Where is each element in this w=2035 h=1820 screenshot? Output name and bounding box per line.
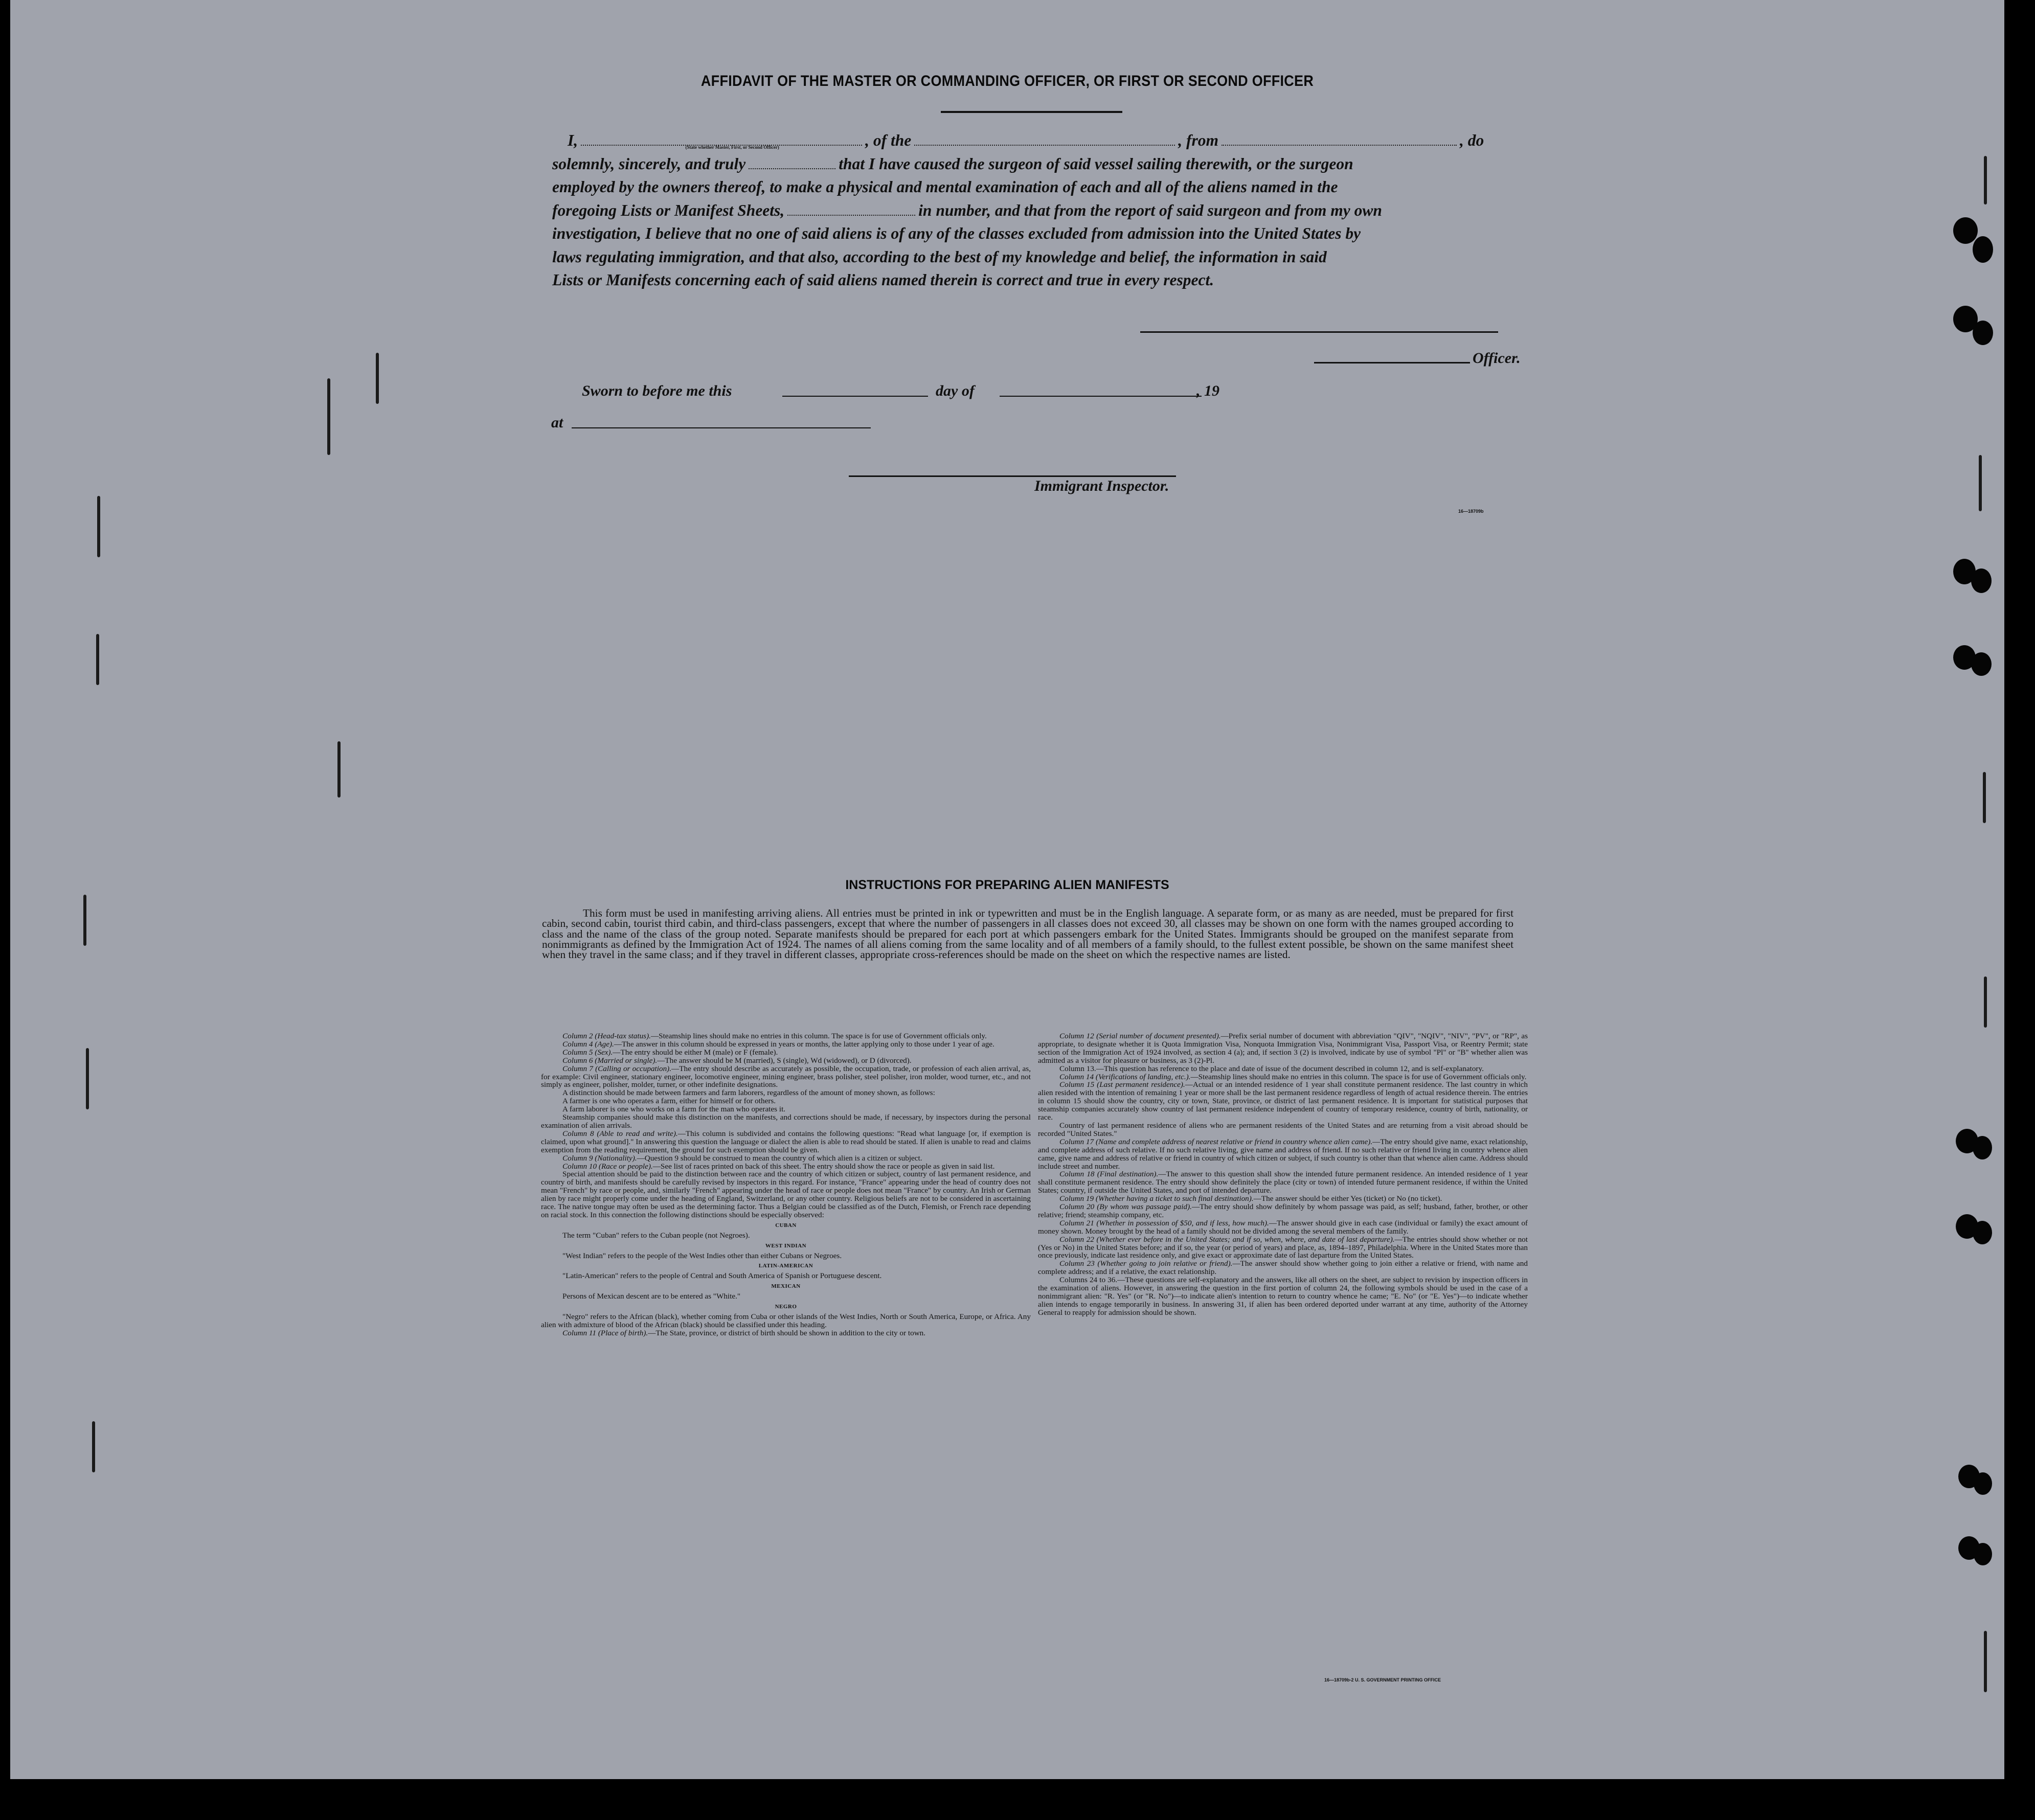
stitch-mark [1984, 1631, 1987, 1692]
punch-hole [1971, 652, 1992, 676]
officer-title-line[interactable] [1314, 362, 1470, 363]
column-23-note: Column 23 (Whether going to join relative or friend).—The answer should show whether going to join either a relative or friend, with name and complete address; and if a relative, the exact relationship. [1038, 1259, 1528, 1277]
affidavit-line-6: laws regulating immigration, and that also, according to the best of my knowledge and belief, the information in said [552, 247, 1327, 266]
vessel-name-blank[interactable] [914, 144, 1175, 146]
columns-24-36-note: Columns 24 to 36.—These questions are self-explanatory and the answers, like all others on the sheet, are subject to revision by inspection officers in the examination of aliens. However, in answering the question in the first portion of column 24, the following symbols should be used in the case of a nonimmigrant alien: "R. Yes" (or "R. No")—to indicate alien's intention to return to country whence he came; "E. No" (or "E. Yes")—to indicate whether alien intends to engage temporarily in business. In answering 31, if alien has been ordered deported under warrant at any time, authority of the Attorney General to reapply for admission should be shown. [1038, 1276, 1528, 1317]
column-9-note: Column 9 (Nationality).—Question 9 should be construed to mean the country of which alien is a citizen or subject. [562, 1153, 922, 1163]
stitch-mark [337, 741, 341, 798]
oath-blank[interactable] [749, 168, 835, 169]
sworn-text-a: Sworn to before me this [582, 382, 732, 399]
cuban-definition: The term "Cuban" refers to the Cuban people (not Negroes). [562, 1231, 750, 1240]
heading-negro: NEGRO [775, 1304, 797, 1310]
instructions-intro: This form must be used in manifesting arriving aliens. All entries must be printed in ink or typewritten and must be in the English language. A separate form, or as many as are needed, must be prepared for first cabin, second cabin, tourist third cabin, and third-class passengers, except that where the number of passengers in all classes does not exceed 30, all classes may be shown on one form with the names grouped according to class and the name of the class of the group noted. Separate manifests should be prepared for each port at which passengers embark for the United States. Immigrants should be grouped on the manifest separate from nonimmigrants as defined by the Immigration Act of 1924. The names of all aliens coming from the same locality and of all members of a family should, to the fullest extent possible, be shown on the same manifest sheet when they travel in the same class; and if they travel in different classes, appropriate cross-references should be made on the sheet on which the respective names are listed. [542, 907, 1513, 961]
latin-american-definition: "Latin-American" refers to the people of Central and South America of Spanish or Portuguese descent. [562, 1271, 882, 1281]
sheet-count-blank[interactable] [787, 214, 915, 216]
punch-hole [1973, 1136, 1992, 1159]
column-15-note: Column 15 (Last permanent residence).—Actual or an intended residence of 1 year shall constitute permanent residence. The last country in which alien resided with the intention of remaining 1 year or more shall be the last permanent residence regardless of length of actual residence therein. The entries in column 15 should show the country, city or town, State, province, or district of last permanent residence. It is important for statistical purposes that steamship companies accurately show country of last permanent residence independent of country of temporary residence, country of birth, nationality, or race. [1038, 1080, 1528, 1122]
sworn-text-b: day of [936, 382, 975, 399]
column-13-note: Column 13.—This question has reference to the place and date of issue of the document described in column 12, and is self-explanatory. [1059, 1064, 1484, 1073]
farm-laborer-definition: A farm laborer is one who works on a farm for the man who operates it. [562, 1105, 786, 1114]
negro-definition: "Negro" refers to the African (black), whether coming from Cuba or other islands of the West Indies, North or South America, Europe, or Africa. Any alien with admixture of blood of the African (black) should be classified under this heading. [541, 1312, 1031, 1329]
stitch-mark [86, 1048, 89, 1109]
sworn-text-c: , 19 [1196, 382, 1219, 399]
stitch-mark [1979, 455, 1982, 511]
returning-residents-note: Country of last permanent residence of aliens who are permanent residents of the United States and are returning from a visit abroad should be recorded "United States." [1038, 1121, 1528, 1138]
instructions-title: INSTRUCTIONS FOR PREPARING ALIEN MANIFESTS [845, 878, 1169, 892]
sworn-month-blank[interactable] [1000, 396, 1202, 397]
punch-hole [1974, 1543, 1992, 1565]
instructions-right-column [1038, 1032, 1528, 1317]
affidavit-line-1: I, (State whether Master, First, or Second Officer) , of the , from , do [568, 131, 1484, 150]
affidavit-line-4: foregoing Lists or Manifest Sheets, in number, and that from the report of said surgeon and from my own [552, 201, 1382, 219]
rank-note: (State whether Master, First, or Second Officer) [685, 145, 779, 150]
punch-hole [1973, 236, 1993, 263]
affidavit-line-2: solemnly, sincerely, and truly that I have caused the surgeon of said vessel sailing therewith, or the surgeon [552, 154, 1353, 173]
column-10-note: Column 10 (Race or people).—See list of races printed on back of this sheet. The entry should show the race or people as given in said list. [562, 1162, 995, 1171]
column-17-note: Column 17 (Name and complete address of nearest relative or friend in country whence alien came).—The entry should give name, exact relationship, and complete address of such relative. If no such relative living, give name and address of friend. If no such relative or friend living in country whence alien came, give name and address of relative or friend in country of which citizen or subject, if such country is other than that whence alien came. Address should include street and number. [1038, 1137, 1528, 1171]
column-8-note: Column 8 (Able to read and write).—This column is subdivided and contains the following questions: "Read what language [or, if exemption is claimed, upon what ground]." In answering this question the language or dialect the alien is able to read should be stated. If alien is unable to read and claims exemption from the reading requirement, the ground for such exemption should be given. [541, 1129, 1031, 1154]
stitch-mark [376, 353, 379, 404]
column-20-note: Column 20 (By whom was passage paid).—The entry should show definitely by whom passage was paid, as self; husband, father, brother, or other relative; friend; steamship company, etc. [1038, 1202, 1528, 1219]
affidavit-title: AFFIDAVIT OF THE MASTER OR COMMANDING OFFICER, OR FIRST OR SECOND OFFICER [700, 73, 1314, 89]
printer-imprint: 16—18709b-2 U. S. GOVERNMENT PRINTING OFFICE [1324, 1677, 1441, 1682]
column-12-note: Column 12 (Serial number of document presented).—Prefix serial number of document with abbreviation "QIV", "NQIV", "NIV", "PV", or "RP", as appropriate, to designate whether it is Quota Immigration Visa, Nonquota Immigration Visa, Nonimmigrant Visa, Passport Visa, or Reentry Permit; state section of the Immigration Act of 1924 involved, as section 4 (a); and, if section 3 (2) is involved, indicate by use of symbol "Pl" or "B" whether alien was admitted as a visitor for pleasure or business, as 3 (2)-Pl. [1038, 1032, 1528, 1065]
stitch-mark [1983, 772, 1986, 823]
column-14-note: Column 14 (Verifications of landing, etc.).—Steamship lines should make no entries in this column. The space is for use of Government officials only. [1059, 1072, 1527, 1081]
heading-west-indian: WEST INDIAN [765, 1242, 807, 1249]
sworn-day-blank[interactable] [782, 396, 928, 397]
affidavit-line-7: Lists or Manifests concerning each of said aliens named therein is correct and true in every respect. [552, 271, 1214, 289]
column-19-note: Column 19 (Whether having a ticket to such final destination).—The answer should be either Yes (ticket) or No (no ticket). [1059, 1194, 1442, 1203]
officer-signature-line[interactable] [1140, 331, 1498, 333]
steamship-note: Steamship companies should make this distinction on the manifests, and corrections should be made, if necessary, by inspectors during the personal examination of alien arrivals. [541, 1113, 1031, 1130]
farm-distinction: A distinction should be made between farmers and farm laborers, regardless of the amount of money shown, as follows: [562, 1088, 935, 1098]
stitch-mark [92, 1421, 95, 1472]
column-11-note: Column 11 (Place of birth).—The State, province, or district of birth should be shown in addition to the city or town. [562, 1328, 926, 1337]
punch-hole [1973, 321, 1993, 345]
race-distinction-note: Special attention should be paid to the distinction between race and the country of which citizen or subject, country of last permanent residence, and country of birth, and manifests should be carefully revised by inspectors in this regard. For instance, "France" appearing under the head of country does not mean "French" by race or people, and, similarly "French" appearing under the head of race or people does not mean "France" by country. An Irish or German alien by race might properly come under the heading of England, Switzerland, or any other country. Religious beliefs are not to be considered in ascertaining race. The native tongue may often be used as the determining factor. Thus a Belgian could be classified as of the Dutch, Flemish, or French race depending on racial stock. In this connection the following distinctions should be especially observed: [541, 1170, 1031, 1219]
farmer-definition: A farmer is one who operates a farm, either for himself or for others. [562, 1097, 776, 1106]
instructions-left-column [541, 1032, 1031, 1337]
inspector-label: Immigrant Inspector. [1034, 477, 1169, 494]
affidavit-body [552, 129, 1529, 292]
punch-hole [1974, 1472, 1992, 1495]
heading-cuban: CUBAN [775, 1222, 797, 1228]
at-label: at [551, 414, 563, 431]
column-21-note: Column 21 (Whether in possession of $50, and if less, how much).—The answer should give in each case (individual or family) the exact amount of money shown. Money brought by the head of a family should not be divided among the several members of the family. [1038, 1218, 1528, 1236]
stitch-mark [96, 634, 99, 685]
manifest-back-page [10, 0, 2004, 1779]
column-4-note: Column 4 (Age).—The answer in this column should be expressed in years or months, the latter applying only to those under 1 year of age. [562, 1039, 994, 1049]
stitch-mark [83, 895, 86, 946]
column-22-note: Column 22 (Whether ever before in the United States; and if so, when, where, and date of last departure).—The entries should show whether or not (Yes or No) in the United States before; and if so, the year (or period of years) and place, as, 1894–1897, Philadelphia. Where in the United States more than once previously, indicate last residence only, and give exact or approximate date of last departure from the United States. [1038, 1235, 1528, 1260]
stitch-mark [1984, 156, 1987, 204]
mexican-definition: Persons of Mexican descent are to be entered as "White." [562, 1292, 741, 1301]
port-blank[interactable] [1222, 144, 1457, 146]
column-18-note: Column 18 (Final destination).—The answer to this question shall show the intended future permanent residence. An intended residence of 1 year shall constitute permanent residence. The entry should show definitely the place (city or town) of intended future permanent residence, if within the United States; country, if outside the United States, and port of intended departure. [1038, 1170, 1528, 1195]
inspector-signature-line[interactable] [849, 475, 1176, 477]
title-underline [941, 111, 1122, 113]
west-indian-definition: "West Indian" refers to the people of the West Indies other than either Cubans or Negroes. [562, 1251, 842, 1260]
column-7-note: Column 7 (Calling or occupation).—The entry should describe as accurately as possible, the occupation, trade, or profession of each alien arrival, as, for example: Civil engineer, stationary engineer, locomotive engineer, mining engineer, brass polisher, steel polisher, iron molder, wood turner, etc., and not simply as engineer, polisher, molder, turner, or other indefinite designations. [541, 1064, 1031, 1089]
officer-label: Officer. [1473, 350, 1521, 367]
heading-latin-american: LATIN-AMERICAN [758, 1263, 813, 1269]
column-5-note: Column 5 (Sex).—The entry should be either M (male) or F (female). [562, 1048, 778, 1057]
at-place-blank[interactable] [572, 427, 871, 428]
stitch-mark [327, 378, 330, 455]
affidavit-line-5: investigation, I believe that no one of said aliens is of any of the classes excluded from admission into the United States by [552, 224, 1361, 242]
heading-mexican: MEXICAN [771, 1283, 801, 1290]
form-number: 16—18709b [1458, 509, 1484, 514]
stitch-mark [1984, 976, 1987, 1028]
punch-hole [1971, 568, 1992, 593]
stitch-mark [97, 496, 100, 557]
punch-hole [1973, 1221, 1992, 1244]
column-2-note: Column 2 (Head-tax status).—Steamship lines should make no entries in this column. The space is for use of Government officials only. [562, 1032, 987, 1040]
punch-hole [1953, 217, 1978, 244]
affidavit-line-3: employed by the owners thereof, to make a physical and mental examination of each and all of the aliens named in the [552, 178, 1338, 196]
column-6-note: Column 6 (Married or single).—The answer should be M (married), S (single), Wd (widowed), or D (divorced). [562, 1056, 912, 1065]
